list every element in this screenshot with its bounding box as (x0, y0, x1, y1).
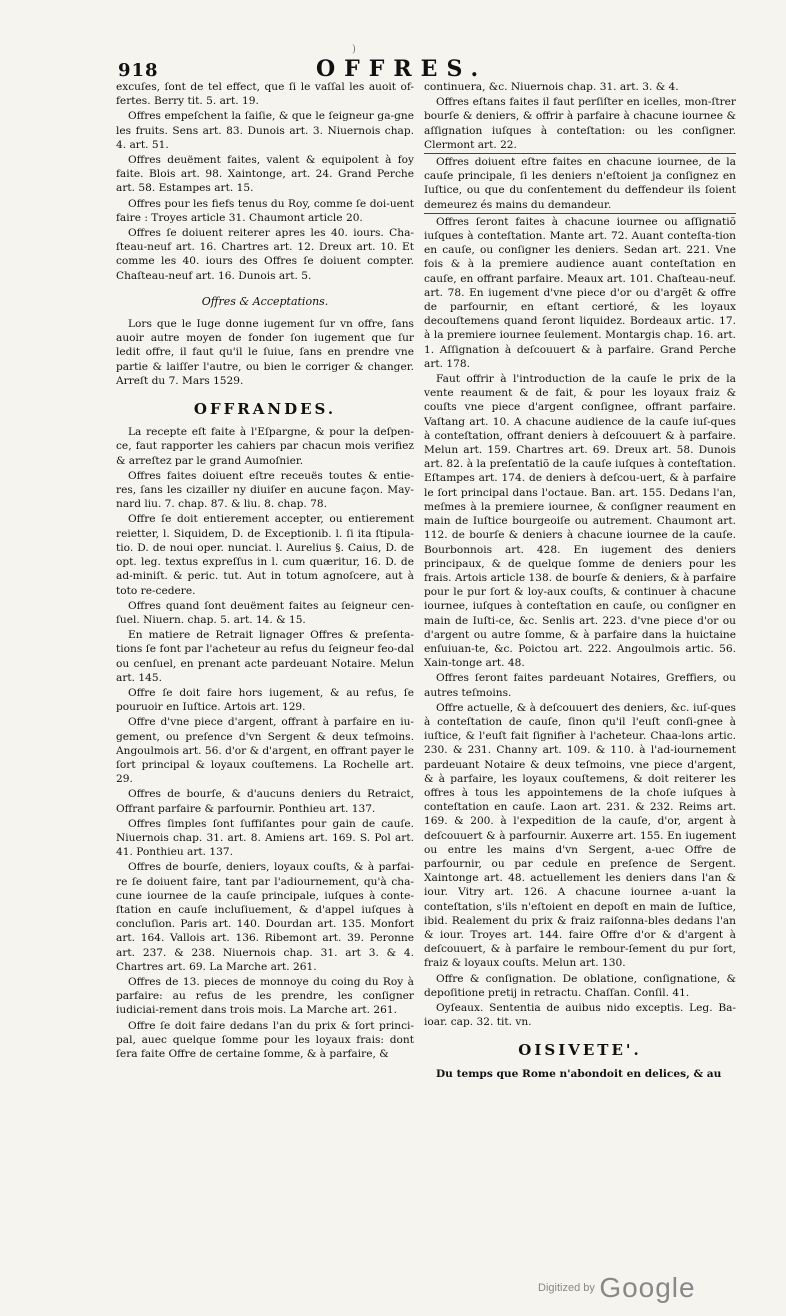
paragraph: En matiere de Retrait lignager Offres & preſenta-tions ſe font par l'acheteur au refus du ſeigneur feo-dal ou cenſuel, en prenant acte pardeuant Notaire. Melun art. 145. (116, 629, 414, 684)
paragraph: Offres doiuent eſtre faites en chacune iournee, de la cauſe principale, ſi les deniers n'eſtoient ja conſignez en Iuſtice, ou que du conſentement du deffendeur ils ſoient demeurez és mains du demandeur. (424, 153, 736, 214)
paragraph: Lors que le Iuge donne iugement ſur vn offre, ſans auoir autre moyen de fonder ſon iugement que ſur ledit offre, il faut qu'il le ſuiue, ſans en prendre vne partie & laiſſer l'autre, ou bien le corriger & changer. Arreſt du 7. Mars 1529. (116, 318, 414, 387)
page-number: 918 (118, 60, 159, 81)
paragraph: Offres deuëment faites, valent & equipolent à foy faite. Blois art. 98. Xaintonge, art. 24. Grand Perche art. 58. Estampes art. 15. (116, 154, 414, 195)
paragraph: Offre actuelle, & à deſcouuert des deniers, &c. iuſ-ques à conteſtation de cauſe, ſinon qu'il l'euſt conſi-gnee à iuſtice, & l'euſt fait ſignifier à l'acheteur. Chaa-lons artic. 230. & 231. Channy art. 109. & 110. à l'ad-iournement pardeuant Notaire & deux teſmoins, vne piece d'argent, & à parfaire, les loyaux couſtemens, & doit reiterer les offres à tous les appointemens de la choſe iuſques à conteſtation en cauſe. Laon art. 231. & 232. Reims art. 169. & 200. à l'expedition de la cauſe, d'or, argent à deſcouuert & à parfournir. Auxerre art. 155. En iugement ou entre les mains d'vn Sergent, a-uec Offre de parfournir, ou par cedule en preſence de Sergent. Xaintonge art. 48. actuellement les deniers dans l'an & iour. Vitry art. 126. A chacune iournee a-uant la conteſtation, s'ils n'eſtoient en depoſt en main de Iuſtice, ibid. Realement du prix & fraiz raiſonna-bles dedans l'an & iour. Troyes art. 144. faire Offre d'or & d'argent à deſcouuert, & à parfaire le rembour-ſement du pur ſort, fraiz & loyaux couſts. Melun art. 130. (424, 701, 736, 970)
paragraph: Offre ſe doit faire dedans l'an du prix & ſort princi-pal, auec quelque ſomme pour les loyaux frais: dont ſera faite Offre de certaine ſomme, & à parfaire, & (116, 1019, 414, 1060)
paragraph: Offres pour les fiefs tenus du Roy, comme ſe doi-uent faire : Troyes article 31. Chaumont article 20. (116, 197, 414, 224)
left-column (116, 80, 414, 1061)
paragraph: Offres de 13. pieces de monnoye du coing du Roy à parfaire: au refus de les prendre, les conſigner iudiciai-rement dans trois mois. La Marche art. 261. (116, 975, 414, 1017)
paragraph: excuſes, ſont de tel effect, que ſi le vaſſal les auoit of-fertes. Berry tit. 5. art. 19. (116, 81, 414, 108)
paragraph: Oyſeaux. Sententia de auibus nido exceptis. Leg. Ba-ioar. cap. 32. tit. vn. (424, 1002, 736, 1029)
paragraph: Offres de bourſe, & d'aucuns deniers du Retraict, Offrant parfaire & parfournir. Ponthieu art. 137. (116, 788, 414, 815)
running-title: OFFRES. (316, 56, 488, 82)
paragraph: Offres eſtans faites il faut perſiſter en icelles, mon-ſtrer bourſe & deniers, & offrir à parfaire à chacune iournee & aſſignation iuſques à conteſtation: ou les conſigner. Clermont art. 22. (424, 96, 736, 151)
google-logo: Google (599, 1272, 696, 1303)
paragraph: Offres empeſchent la ſaiſie, & que le ſeigneur ga-gne les fruits. Sens art. 83. Dunois art. 3. Niuernois chap. 4. art. 51. (116, 110, 414, 151)
paragraph: Offres quand ſont deuëment faites au ſeigneur cen-ſuel. Niuern. chap. 5. art. 14. & 15. (116, 599, 414, 626)
paragraph: La recepte eſt faite à l'Eſpargne, & pour la deſpen-ce, faut rapporter les cahiers par chacun mois verifiez & arreſtez par le grand Aumoſnier. (116, 426, 414, 467)
right-column (424, 80, 736, 1081)
paragraph: Offre ſe doit faire hors iugement, & au refus, ſe pouruoir en Iuſtice. Artois art. 129. (116, 686, 414, 714)
paragraph: Offres ſimples ſont ſuffiſantes pour gain de cauſe. Niuernois chap. 31. art. 8. Amiens art. 169. S. Pol art. 41. Ponthieu art. 137. (116, 817, 414, 859)
paragraph: continuera, &c. Niuernois chap. 31. art. 3. & 4. (424, 81, 679, 93)
paragraph: Faut offrir à l'introduction de la cauſe le prix de la vente reaument & de fait, & pour les loyaux fraiz & couſts vne piece d'argent conſignee, offrant parfaire. Vaſtang art. 10. A chacune audience de la cauſe iuſ-ques à conteſtation, offrant deniers à deſcouuert & à parfaire. Melun art. 159. Chartres art. 69. Dreux art. 58. Dunois art. 82. à la preſentatiõ de la cauſe iuſques à conteſtation. Eſtampes art. 174. de deniers à deſcou-uert, & à parfaire le ſort principal dans l'octaue. Ban. art. 155. Dedans l'an, meſmes à la premiere iournee, & conſigner reaument en main de Iuſtice bourgeoiſe ou autrement. Chaumont art. 112. de bourſe & deniers à chacune iournee de la cauſe. Bourbonnois art. 428. En iugement des deniers principaux, & de quelque ſomme de deniers pour les frais. Artois article 138. de bourſe & deniers, & à parfaire pour le pur ſort & loy-aux couſts, & continuer à chacune iournee, iuſques à conteſtation en cauſe, ou conſigner en main de Iuſti-ce, &c. Senlis art. 223. d'vne piece d'or ou d'argent ou autre ſomme, & à parfaire dans la huictaine enſuiuan-te, &c. Poictou art. 222. Angoulmois artic. 56. Xain-tonge art. 48. (424, 373, 736, 670)
paragraph: Offre d'vne piece d'argent, offrant à parfaire en iu-gement, ou preſence d'vn Sergent & deux teſmoins. Angoulmois art. 56. d'or & d'argent, en offrant payer le ſort principal & loyaux couſtemens. La Rochelle art. 29. (116, 716, 414, 786)
sub-heading: Offres & Acceptations. (201, 294, 329, 308)
paragraph: Offres ſe doiuent reiterer apres les 40. iours. Cha-ſteau-neuf art. 16. Chartres art. 12. Dreux art. 10. Et comme les 40. iours des Offres ſe doiuent compter. Chaſteau-neuf art. 16. Dunois art. 5. (116, 227, 414, 282)
digitized-watermark (538, 1272, 696, 1304)
paragraph: Du temps que Rome n'abondoit en delices, & au (436, 1067, 722, 1080)
top-mark: ) (352, 44, 356, 55)
section-heading: OFFRANDES. (193, 400, 337, 419)
paragraph: Offres ſeront faites pardeuant Notaires, Greffiers, ou autres teſmoins. (424, 672, 736, 699)
section-heading: OISIVETE'. (518, 1041, 642, 1060)
paragraph: Offres de bourſe, deniers, loyaux couſts, & à parfai-re ſe doiuent faire, tant par l'adiournement, qu'à cha-cune iournee de la cauſe principale, iuſques à conte-ſtation en cauſe incluſiuement, & d'appel iuſques à concluſion. Paris art. 140. Dourdan art. 135. Monfort art. 164. Vallois art. 136. Ribemont art. 39. Peronne art. 237. & 238. Niuernois chap. 31. art 3. & 4. Chartres art. 69. La Marche art. 261. (116, 861, 414, 973)
paragraph: Offre ſe doit entierement accepter, ou entierement reietter, l. Siquidem, D. de Exceptionib. l. ſi ita ſtipula-tio. D. de noui oper. nunciat. l. Aurelius §. Caius, D. de opt. leg. textus expreſſus in l. cum quæritur, 16. D. de ad-miniſt. & peric. tut. Aut in totum agnoſcere, aut à toto re-cedere. (116, 513, 414, 597)
paragraph: Offres ſeront faites à chacune iournee ou aſſignatiõ iuſques à conteſtation. Mante art. 72. Auant conteſta-tion en cauſe, ou conſigner les deniers. Sedan art. 221. Vne fois & à la premiere audience auant conteſtation en cauſe, en offrant parfaire. Meaux art. 101. Chaſteau-neuf. art. 78. En iugement d'vne piece d'or ou d'argẽt & offre de parfournir, en eſtant certioré, & les loyaux decouſtemens quand ſeront liquidez. Bordeaux artic. 17. à la premiere iournee ſeulement. Montargis chap. 16. art. 1. Aſſignation à deſcouuert & à parfaire. Grand Perche art. 178. (424, 215, 736, 370)
paragraph: Offres faites doiuent eſtre receuës toutes & entie-res, ſans les cizailler ny diuiſer en aucune façon. May-nard liu. 7. chap. 87. & liu. 8. chap. 78. (116, 469, 414, 511)
paragraph: Offre & conſignation. De oblatione, conſignatione, & depoſitione pretij in retractu. Chaſſan. Conſil. 41. (424, 972, 736, 999)
digitized-by-label: Digitized by (538, 1282, 595, 1294)
